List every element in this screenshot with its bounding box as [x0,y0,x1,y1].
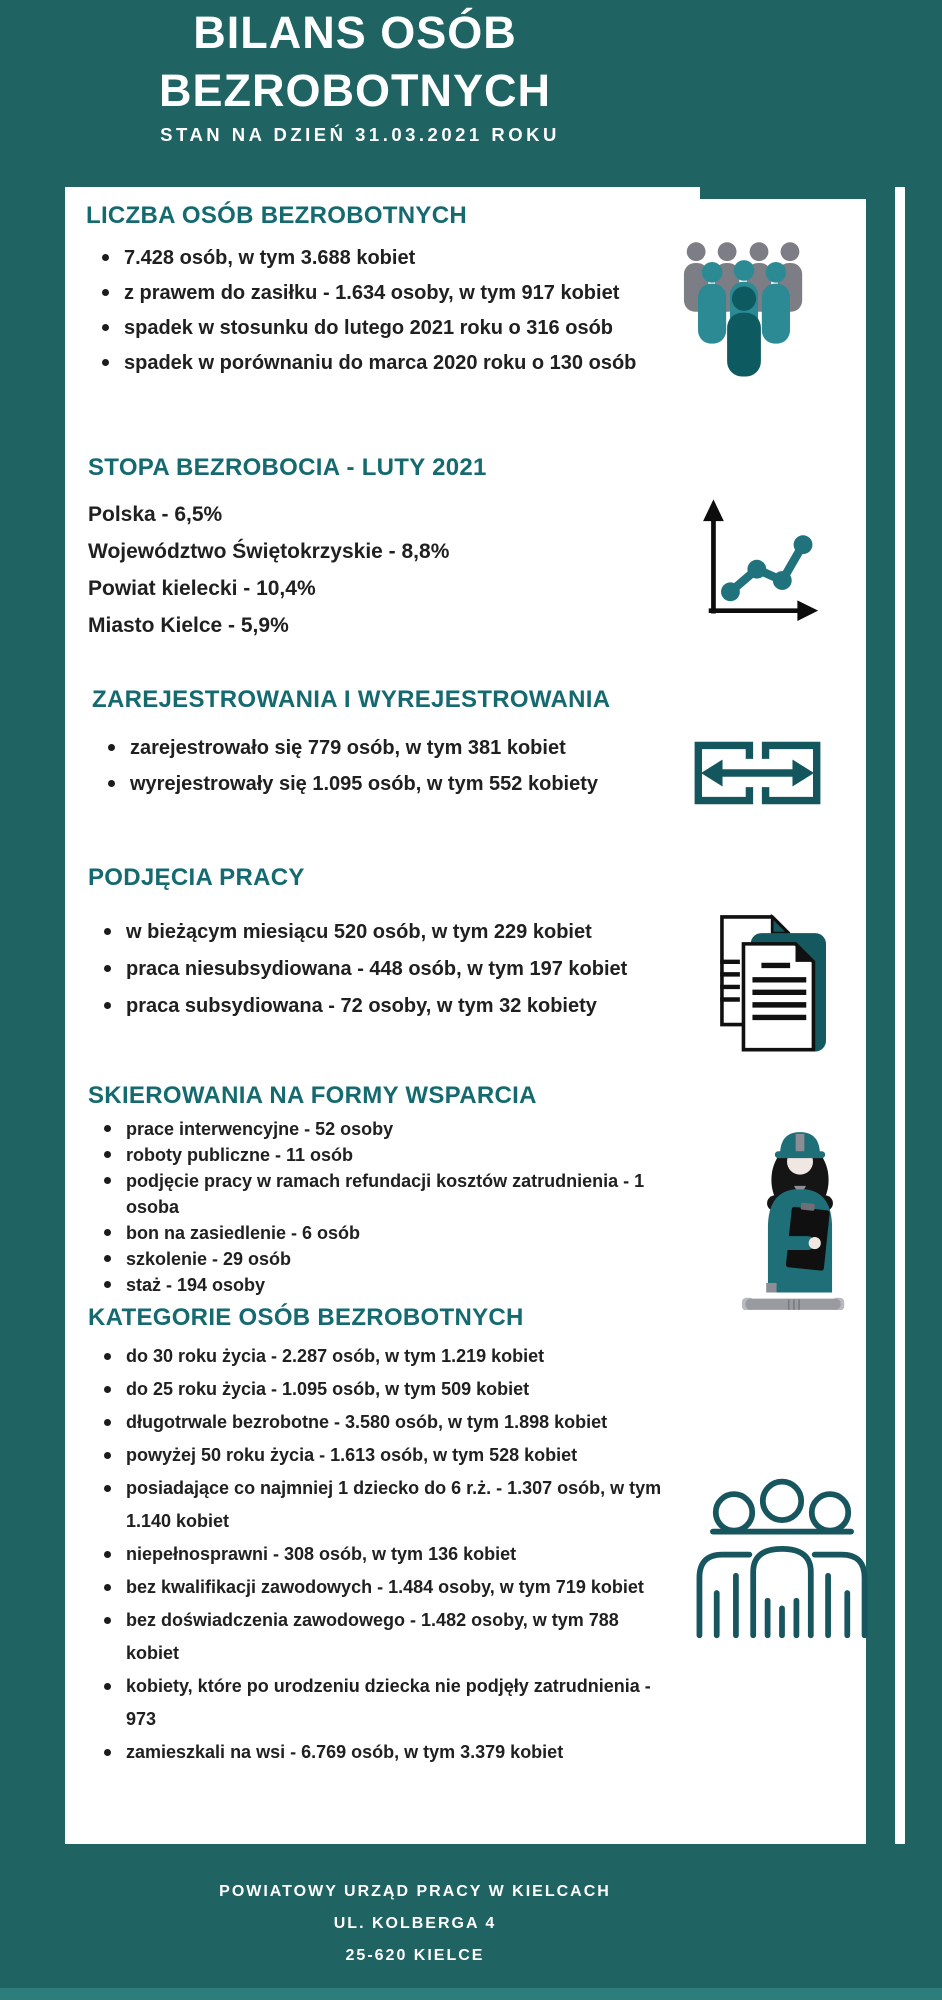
documents-icon [702,908,828,1061]
list-item: podjęcie pracy w ramach refundacji kosztów zatrudnienia - 1 osoba [88,1168,663,1220]
section-podjecia-pracy [88,864,728,1031]
section-title: LICZBA OSÓB BEZROBOTNYCH [86,202,467,229]
stat-line: Powiat kielecki - 10,4% [88,577,316,600]
section-skierowania [88,1082,663,1298]
list-item: 7.428 osób, w tym 3.688 kobiet [86,246,706,270]
bullet-list [88,1340,663,1769]
list-item: wyrejestrowały się 1.095 osób, w tym 552 kobiety [92,772,732,796]
list-item: niepełnosprawni - 308 osób, w tym 136 kobiet [88,1538,663,1571]
list-item: praca subsydiowana - 72 osoby, w tym 32 kobiety [88,994,728,1018]
bottom-accent-band [0,1988,942,2000]
list-item: spadek w porównaniu do marca 2020 roku o 130 osób [86,351,706,375]
list-item: spadek w stosunku do lutego 2021 roku o 316 osób [86,316,706,340]
bullet-list [88,1116,663,1298]
bullet-list [88,920,728,1018]
section-title: KATEGORIE OSÓB BEZROBOTNYCH [88,1304,524,1331]
list-item: praca niesubsydiowana - 448 osób, w tym 197 kobiet [88,957,728,981]
bullet-list [92,736,732,796]
list-item: długotrwale bezrobotne - 3.580 osób, w tym 1.898 kobiet [88,1406,663,1439]
list-item: bez doświadczenia zawodowego - 1.482 osoby, w tym 788 kobiet [88,1604,663,1670]
list-item: prace interwencyjne - 52 osoby [88,1116,663,1142]
list-item: zamieszkali na wsi - 6.769 osób, w tym 3.379 kobiet [88,1736,663,1769]
bullet-list [86,246,706,375]
crowd-icon [683,238,805,383]
list-item: staż - 194 osoby [88,1272,663,1298]
footer-city: 25-620 KIELCE [345,1947,485,1964]
page-subtitle: STAN NA DZIEŃ 31.03.2021 ROKU [160,124,560,145]
section-stopa-bezrobocia [88,454,487,644]
page-title-line1: BILANS OSÓB [193,7,517,58]
stats-lines [88,496,487,644]
list-item: zarejestrowało się 779 osób, w tym 381 kobiet [92,736,732,760]
footer [65,1876,765,1972]
list-item: z prawem do zasiłku - 1.634 osoby, w tym 917 kobiet [86,281,706,305]
section-title: PODJĘCIA PRACY [88,864,305,891]
section-kategorie [88,1304,663,1769]
page-title [65,4,645,120]
section-title: SKIEROWANIA NA FORMY WSPARCIA [88,1082,537,1109]
list-item: w bieżącym miesiącu 520 osób, w tym 229 kobiet [88,920,728,944]
page-title-line2: BEZROBOTNYCH [159,65,551,116]
footer-org-name: POWIATOWY URZĄD PRACY W KIELCACH [219,1883,611,1900]
woman-engineer-icon [735,1106,865,1315]
stat-line: Miasto Kielce - 5,9% [88,614,289,637]
transfer-arrows-icon [690,736,825,815]
list-item: kobiety, które po urodzeniu dziecka nie podjęły zatrudnienia - 973 [88,1670,663,1736]
list-item: roboty publiczne - 11 osób [88,1142,663,1168]
list-item: bez kwalifikacji zawodowych - 1.484 osoby, w tym 719 kobiet [88,1571,663,1604]
footer-street: UL. KOLBERGA 4 [333,1915,497,1932]
section-title: STOPA BEZROBOCIA - LUTY 2021 [88,454,487,481]
list-item: posiadające co najmniej 1 dziecko do 6 r.ż. - 1.307 osób, w tym 1.140 kobiet [88,1472,663,1538]
line-chart-icon [688,490,820,627]
list-item: do 30 roku życia - 2.287 osób, w tym 1.219 kobiet [88,1340,663,1373]
list-item: szkolenie - 29 osób [88,1246,663,1272]
section-liczba-osob [86,202,706,386]
section-zarejestrowania [92,686,732,808]
list-item: powyżej 50 roku życia - 1.613 osób, w tym 528 kobiet [88,1439,663,1472]
list-item: do 25 roku życia - 1.095 osób, w tym 509 kobiet [88,1373,663,1406]
team-outline-icon [686,1474,878,1647]
stat-line: Polska - 6,5% [88,503,223,526]
section-title: ZAREJESTROWANIA I WYREJESTROWANIA [92,686,611,713]
stat-line: Województwo Świętokrzyskie - 8,8% [88,540,450,563]
list-item: bon na zasiedlenie - 6 osób [88,1220,663,1246]
